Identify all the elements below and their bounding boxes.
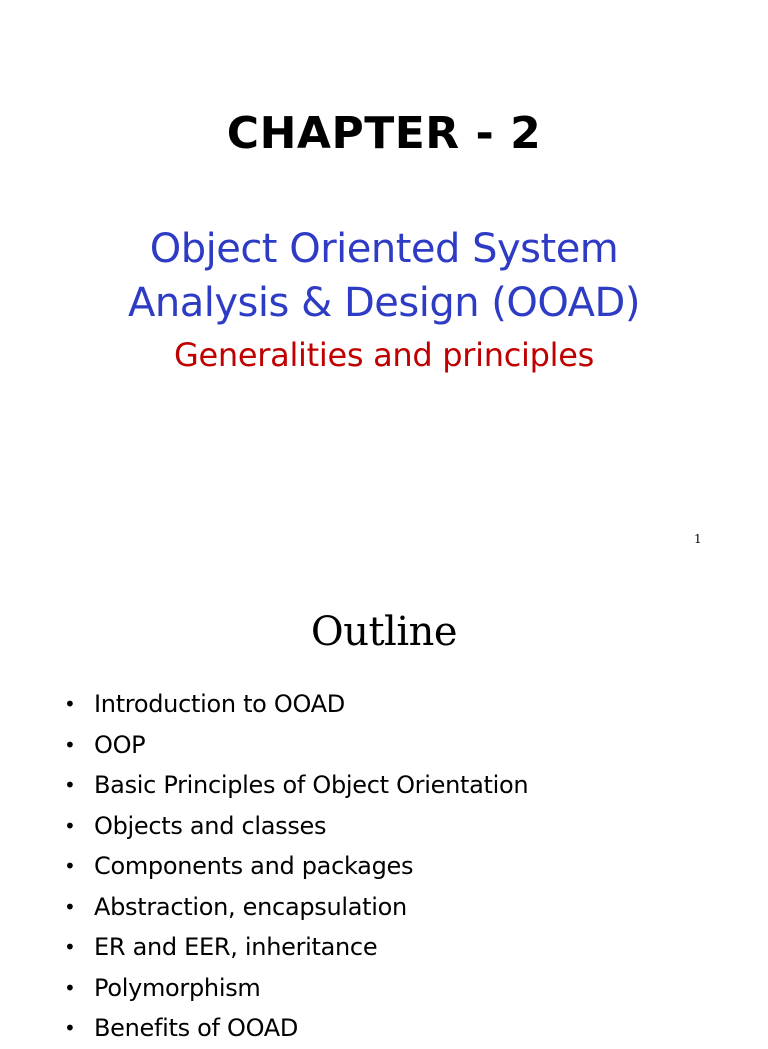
bullet-icon: • [64, 1016, 76, 1041]
subtitle-line-1: Object Oriented System [149, 226, 619, 272]
outline-item-label: Components and packages [94, 852, 414, 881]
outline-item-label: Basic Principles of Object Orientation [94, 771, 529, 800]
outline-item [64, 684, 528, 725]
bullet-icon: • [64, 692, 76, 717]
chapter-title: CHAPTER - 2 [226, 108, 542, 159]
subtitle-line-2: Analysis & Design (OOAD) [128, 280, 640, 326]
outline-item-label: Abstraction, encapsulation [94, 892, 407, 921]
outline-item [64, 846, 528, 887]
outline-item-label: Objects and classes [94, 811, 327, 840]
bullet-icon: • [64, 894, 76, 919]
page-number: 1 [694, 532, 702, 546]
outline-item [64, 765, 528, 806]
bullet-icon: • [64, 975, 76, 1000]
slide-subtitle [0, 222, 768, 330]
outline-item [64, 968, 528, 1009]
outline-item [64, 887, 528, 928]
outline-item [64, 927, 528, 968]
bullet-icon: • [64, 935, 76, 960]
outline-item-label: OOP [94, 730, 146, 759]
outline-item-label: ER and EER, inheritance [94, 933, 378, 962]
slide-tagline: Generalities and principles [174, 336, 594, 374]
outline-item [64, 806, 528, 847]
outline-item-label: Benefits of OOAD [94, 1014, 299, 1043]
outline-item-label: Polymorphism [94, 973, 261, 1002]
slide-2 [0, 570, 768, 1043]
outline-item [64, 725, 528, 766]
bullet-icon: • [64, 813, 76, 838]
outline-item [64, 1008, 528, 1049]
bullet-icon: • [64, 732, 76, 757]
bullet-icon: • [64, 773, 76, 798]
outline-list [64, 684, 528, 1049]
bullet-icon: • [64, 854, 76, 879]
outline-title: Outline [310, 609, 458, 655]
outline-item-label: Introduction to OOAD [94, 690, 345, 719]
